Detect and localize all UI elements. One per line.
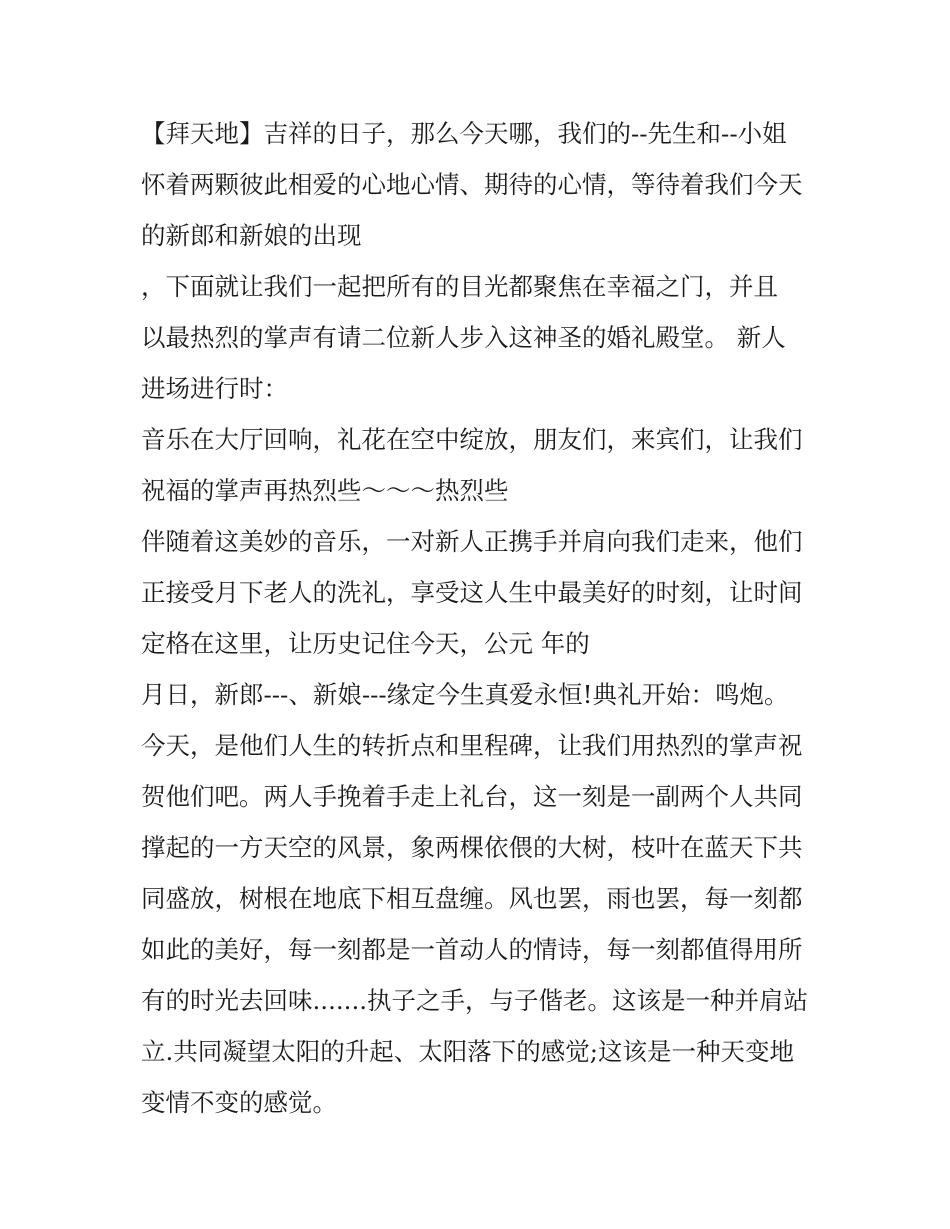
- text-line-1: 【拜天地】吉祥的日子，那么今天哪，我们的--先生和--小姐: [141, 119, 787, 148]
- text-line-12: 月日，新郎---、新娘---缘定今生真爱永恒!典礼开始：鸣炮。: [141, 680, 789, 709]
- text-line-3: 的新郎和新娘的出现: [141, 221, 362, 250]
- text-line-4: ，下面就让我们一起把所有的目光都聚焦在幸福之门，并且: [141, 272, 778, 301]
- text-line-14: 贺他们吧。两人手挽着手走上礼台，这一刻是一副两个人共同: [141, 782, 803, 811]
- text-line-2: 怀着两颗彼此相爱的心地心情、期待的心情，等待着我们今天: [141, 170, 803, 199]
- text-line-6: 进场进行时：: [141, 374, 288, 403]
- document-body: [141, 108, 821, 1128]
- text-line-20: 变情不变的感觉。: [141, 1088, 337, 1117]
- text-line-15: 撑起的一方天空的风景，象两棵依偎的大树，枝叶在蓝天下共: [141, 833, 803, 862]
- text-line-10: 正接受月下老人的洗礼，享受这人生中最美好的时刻，让时间: [141, 578, 803, 607]
- text-line-5: 以最热烈的掌声有请二位新人步入这神圣的婚礼殿堂。 新人: [141, 323, 786, 352]
- text-line-7: 音乐在大厅回响，礼花在空中绽放，朋友们，来宾们，让我们: [141, 425, 803, 454]
- text-line-19: 立.共同凝望太阳的升起、太阳落下的感觉;这该是一种天变地: [141, 1037, 795, 1066]
- text-line-17: 如此的美好，每一刻都是一首动人的情诗，每一刻都值得用所: [141, 935, 803, 964]
- text-line-8: 祝福的掌声再热烈些～～～热烈些: [141, 476, 509, 505]
- text-line-18: 有的时光去回味.......执子之手，与子偕老。这该是一种并肩站: [141, 986, 809, 1015]
- text-line-11: 定格在这里，让历史记住今天，公元 年的: [141, 629, 590, 658]
- text-line-13: 今天，是他们人生的转折点和里程碑，让我们用热烈的掌声祝: [141, 731, 803, 760]
- text-line-16: 同盛放，树根在地底下相互盘缠。风也罢，雨也罢，每一刻都: [141, 884, 803, 913]
- text-line-9: 伴随着这美妙的音乐，一对新人正携手并肩向我们走来，他们: [141, 527, 803, 556]
